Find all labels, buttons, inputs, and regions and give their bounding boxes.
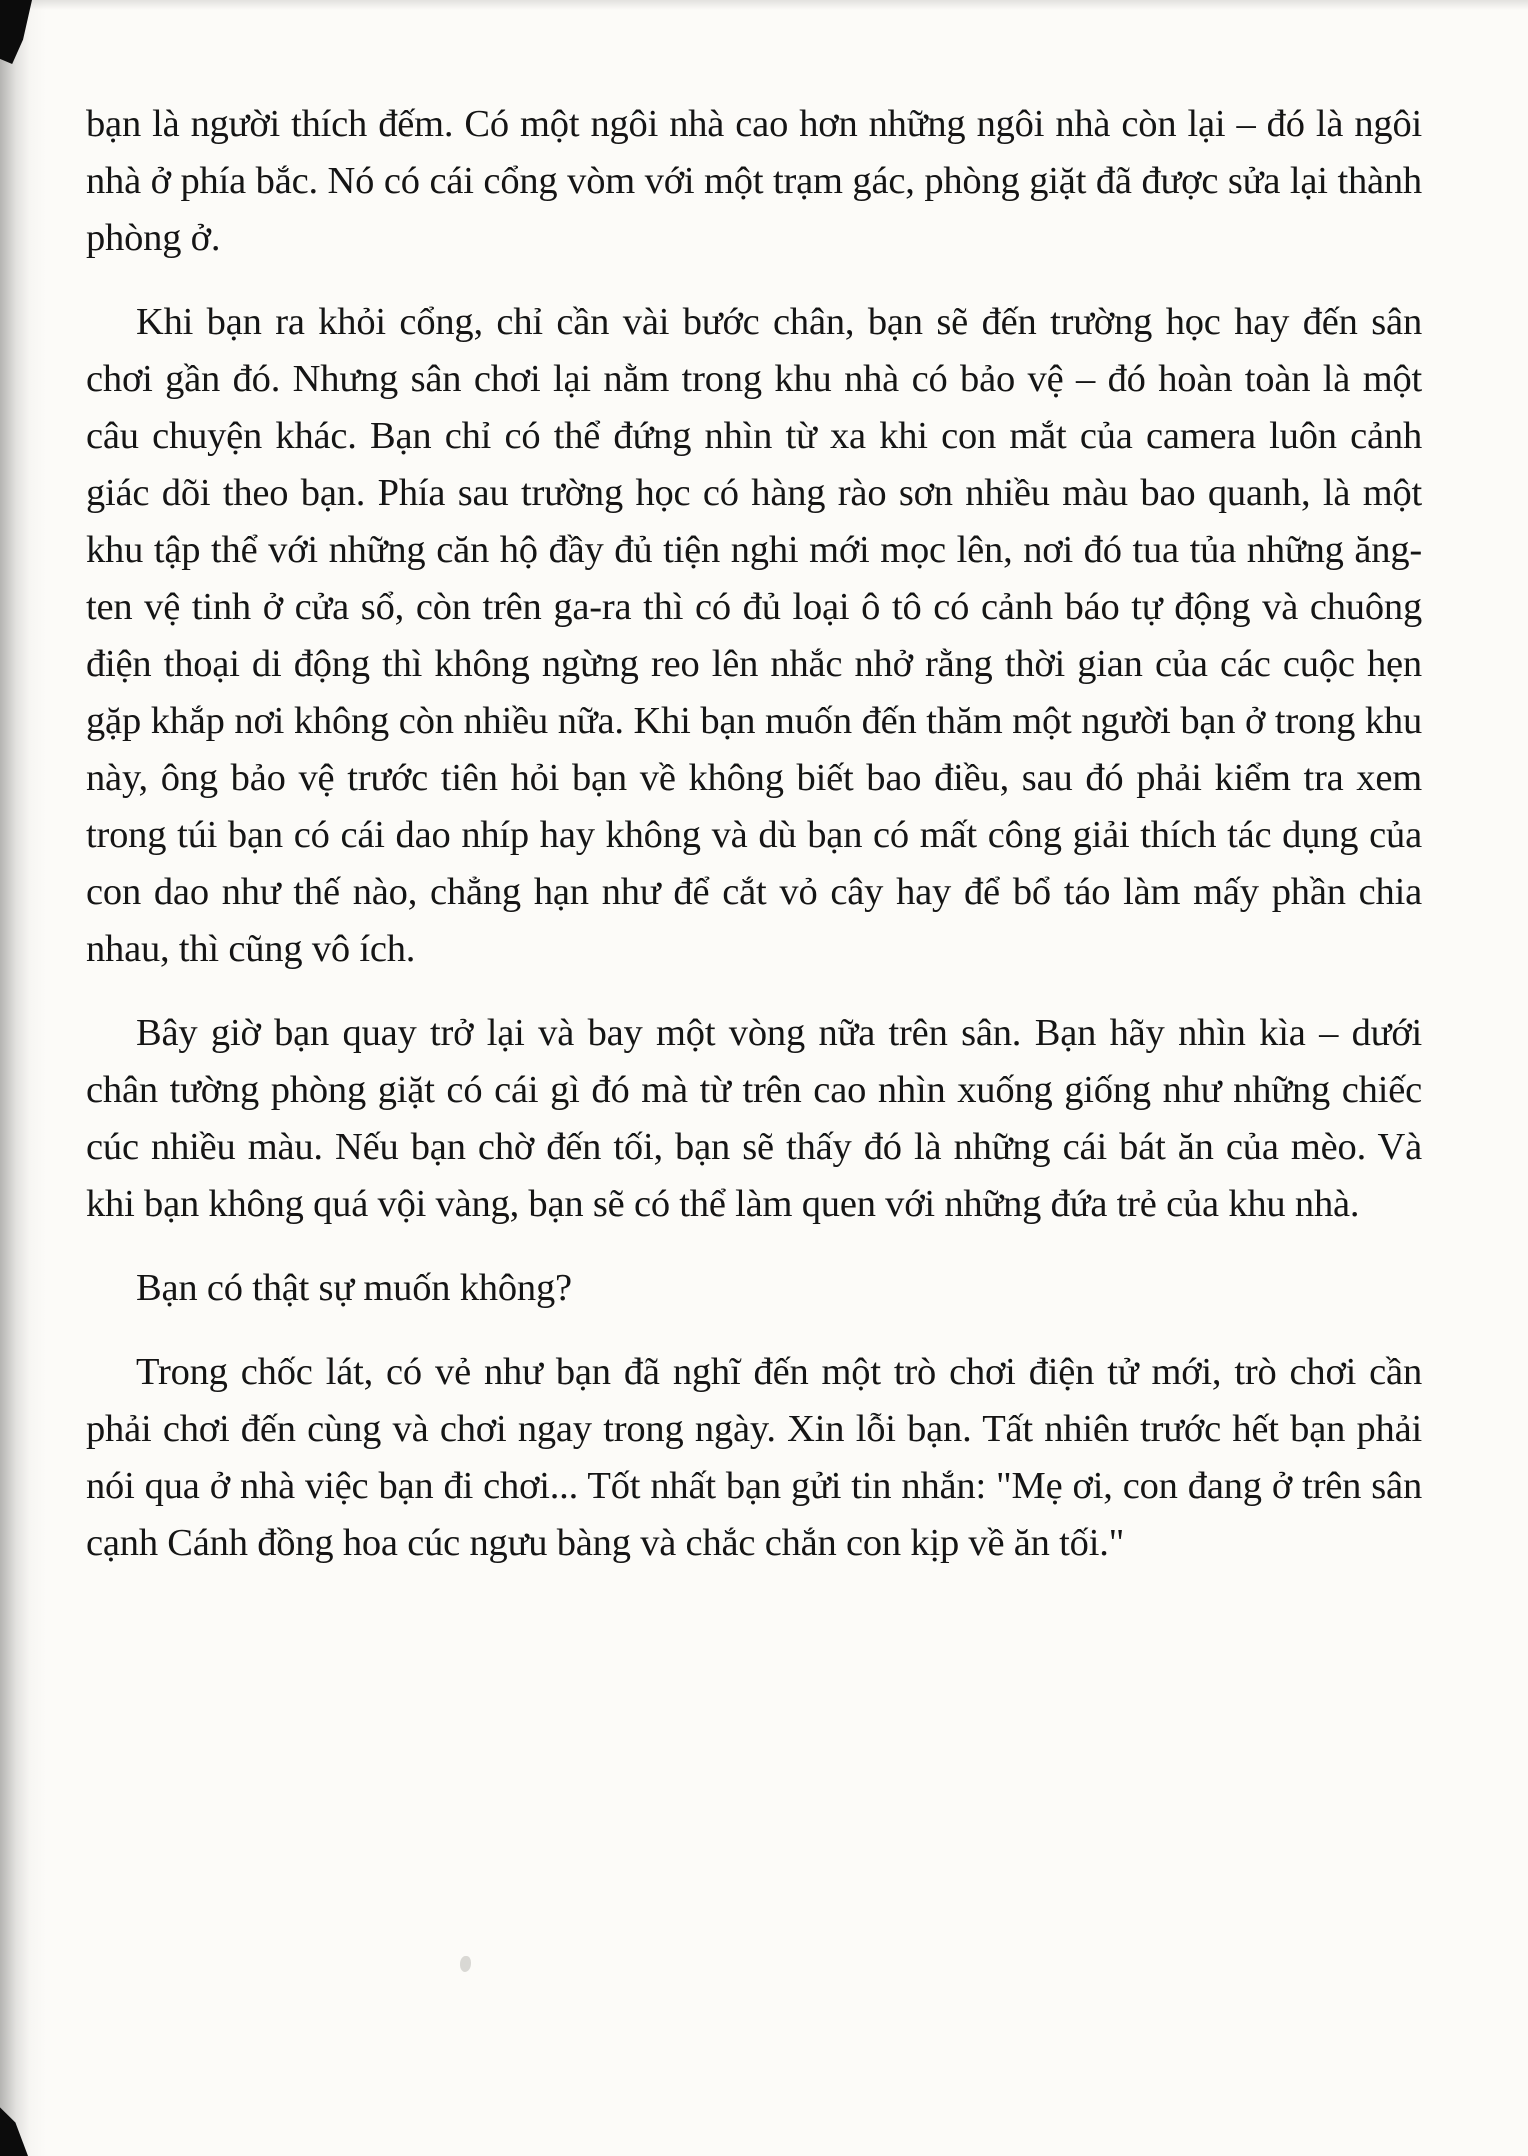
scan-speck xyxy=(460,1956,471,1972)
scan-edge-shadow-left xyxy=(0,0,46,2156)
paragraph: Bây giờ bạn quay trở lại và bay một vòng nữa trên sân. Bạn hãy nhìn kìa – dưới chân tường phòng giặt có cái gì đó mà từ trên cao nhìn xuống giống như những chiếc cúc nhiều màu. Nếu bạn chờ đến tối, bạn sẽ thấy đó là những cái bát ăn của mèo. Và khi bạn không quá vội vàng, bạn sẽ có thể làm quen với những đứa trẻ của khu nhà. xyxy=(86,1012,1422,1225)
scan-edge-shadow-top xyxy=(0,0,1528,10)
paragraph: Khi bạn ra khỏi cổng, chỉ cần vài bước chân, bạn sẽ đến trường học hay đến sân chơi gần đó. Nhưng sân chơi lại nằm trong khu nhà có bảo vệ – đó hoàn toàn là một câu chuyện khác. Bạn chỉ có thể đứng nhìn từ xa khi con mắt của camera luôn cảnh giác dõi theo bạn. Phía sau trường học có hàng rào sơn nhiều màu bao quanh, là một khu tập thể với những căn hộ đầy đủ tiện nghi mới mọc lên, nơi đó tua tủa những ăng-ten vệ tinh ở cửa sổ, còn trên ga-ra thì có đủ loại ô tô có cảnh báo tự động và chuông điện thoại di động thì không ngừng reo lên nhắc nhở rằng thời gian của các cuộc hẹn gặp khắp nơi không còn nhiều nữa. Khi bạn muốn đến thăm một người bạn ở trong khu này, ông bảo vệ trước tiên hỏi bạn về không biết bao điều, sau đó phải kiểm tra xem trong túi bạn có cái dao nhíp hay không và dù bạn có mất công giải thích tác dụng của con dao như thế nào, chẳng hạn như để cắt vỏ cây hay để bổ táo làm mấy phần chia nhau, thì cũng vô ích. xyxy=(86,301,1422,970)
paragraph-question: Bạn có thật sự muốn không? xyxy=(136,1267,572,1309)
paragraph-continuation: bạn là người thích đếm. Có một ngôi nhà cao hơn những ngôi nhà còn lại – đó là ngôi nhà ở phía bắc. Nó có cái cổng vòm với một trạm gác, phòng giặt đã được sửa lại thành phòng ở. xyxy=(86,103,1422,259)
scan-artifact-top-left xyxy=(0,0,32,64)
body-text xyxy=(86,96,1422,1599)
scan-artifact-bottom-left xyxy=(0,2102,28,2156)
paragraph: Trong chốc lát, có vẻ như bạn đã nghĩ đến một trò chơi điện tử mới, trò chơi cần phải chơi đến cùng và chơi ngay trong ngày. Xin lỗi bạn. Tất nhiên trước hết bạn phải nói qua ở nhà việc bạn đi chơi... Tốt nhất bạn gửi tin nhắn: "Mẹ ơi, con đang ở trên sân cạnh Cánh đồng hoa cúc ngưu bàng và chắc chắn con kịp về ăn tối." xyxy=(86,1351,1422,1564)
